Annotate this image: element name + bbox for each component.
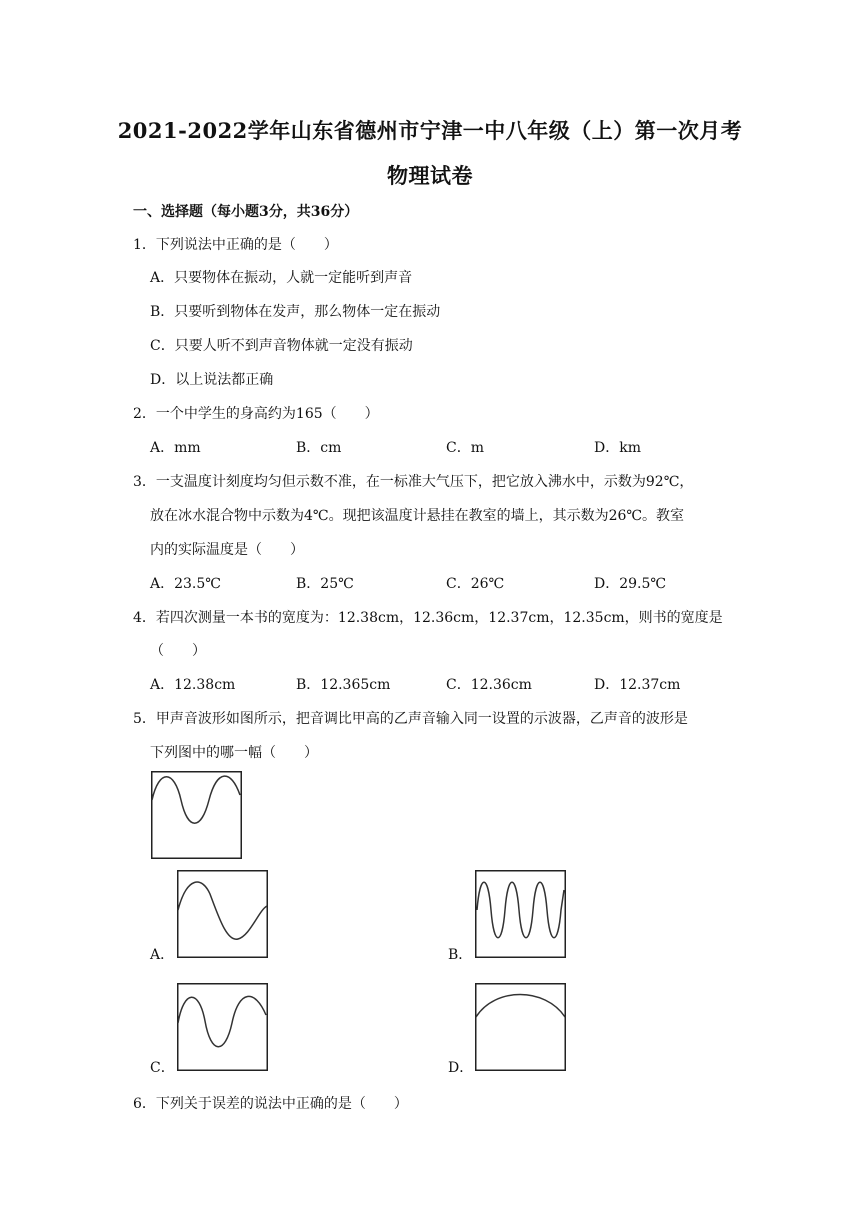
q2-option-b: B．cm: [296, 440, 342, 456]
q5-option-b-label: B．: [448, 947, 473, 963]
page-subtitle: 物理试卷: [387, 163, 473, 188]
q4-option-b: B．12.365cm: [296, 677, 391, 693]
q5-option-a-label: A．: [150, 947, 175, 963]
q4-option-a: A．12.38cm: [150, 677, 236, 693]
q3-option-b: B．25℃: [296, 576, 354, 592]
question-1-stem: 1．下列说法中正确的是（ ）: [133, 237, 338, 253]
wave-a: [178, 882, 267, 939]
q4-option-d: D．12.37cm: [594, 677, 681, 693]
q3-option-c: C．26℃: [446, 576, 505, 592]
section-heading: 一、选择题（每小题3分，共36分）: [133, 204, 359, 220]
question-5-stem-line1: 5．甲声音波形如图所示，把音调比甲高的乙声音输入同一设置的示波器，乙声音的波形是: [133, 711, 688, 727]
question-4-stem-line2: （ ）: [150, 643, 206, 659]
question-3-stem-line3: 内的实际温度是（ ）: [150, 542, 304, 558]
q5-option-c-label: C．: [150, 1060, 175, 1076]
question-4-stem-line1: 4．若四次测量一本书的宽度为：12.38cm，12.36cm，12.37cm，12.35cm，则书的宽度是: [133, 610, 723, 626]
question-2-stem: 2．一个中学生的身高约为165（ ）: [133, 406, 379, 422]
q1-option-a: A．只要物体在振动，人就一定能听到声音: [150, 270, 413, 286]
question-3-stem-line2: 放在冰水混合物中示数为4℃。现把该温度计悬挂在教室的墙上，其示数为26℃。教室: [150, 508, 685, 524]
q5-option-d-label: D．: [448, 1060, 474, 1076]
q1-option-c: C．只要人听不到声音物体就一定没有振动: [150, 338, 413, 354]
q5-option-a-figure[interactable]: [177, 870, 268, 958]
question-3-stem-line1: 3．一支温度计刻度均匀但示数不准，在一标准大气压下，把它放入沸水中，示数为92℃，: [133, 474, 694, 490]
q3-option-d: D．29.5℃: [594, 576, 667, 592]
question-5-stem-line2: 下列图中的哪一幅（ ）: [150, 745, 318, 761]
q1-option-d: D．以上说法都正确: [150, 372, 274, 388]
q2-option-c: C．m: [446, 440, 484, 456]
reference-waveform-figure: [151, 771, 242, 859]
wave-b: [477, 882, 564, 938]
q2-option-a: A．mm: [150, 440, 201, 456]
wave-d: [476, 995, 565, 1018]
wave-c: [178, 996, 266, 1046]
q5-option-d-figure[interactable]: [475, 983, 566, 1071]
q1-option-b: B．只要听到物体在发声，那么物体一定在振动: [150, 304, 441, 320]
q5-option-c-figure[interactable]: [177, 983, 268, 1071]
question-6-stem: 6．下列关于误差的说法中正确的是（ ）: [133, 1096, 408, 1112]
q2-option-d: D．km: [594, 440, 641, 456]
q4-option-c: C．12.36cm: [446, 677, 532, 693]
q5-option-b-figure[interactable]: [475, 870, 566, 958]
reference-wave: [152, 776, 240, 823]
page-title: 2021-2022学年山东省德州市宁津一中八年级（上）第一次月考: [117, 118, 743, 143]
q3-option-a: A．23.5℃: [150, 576, 221, 592]
